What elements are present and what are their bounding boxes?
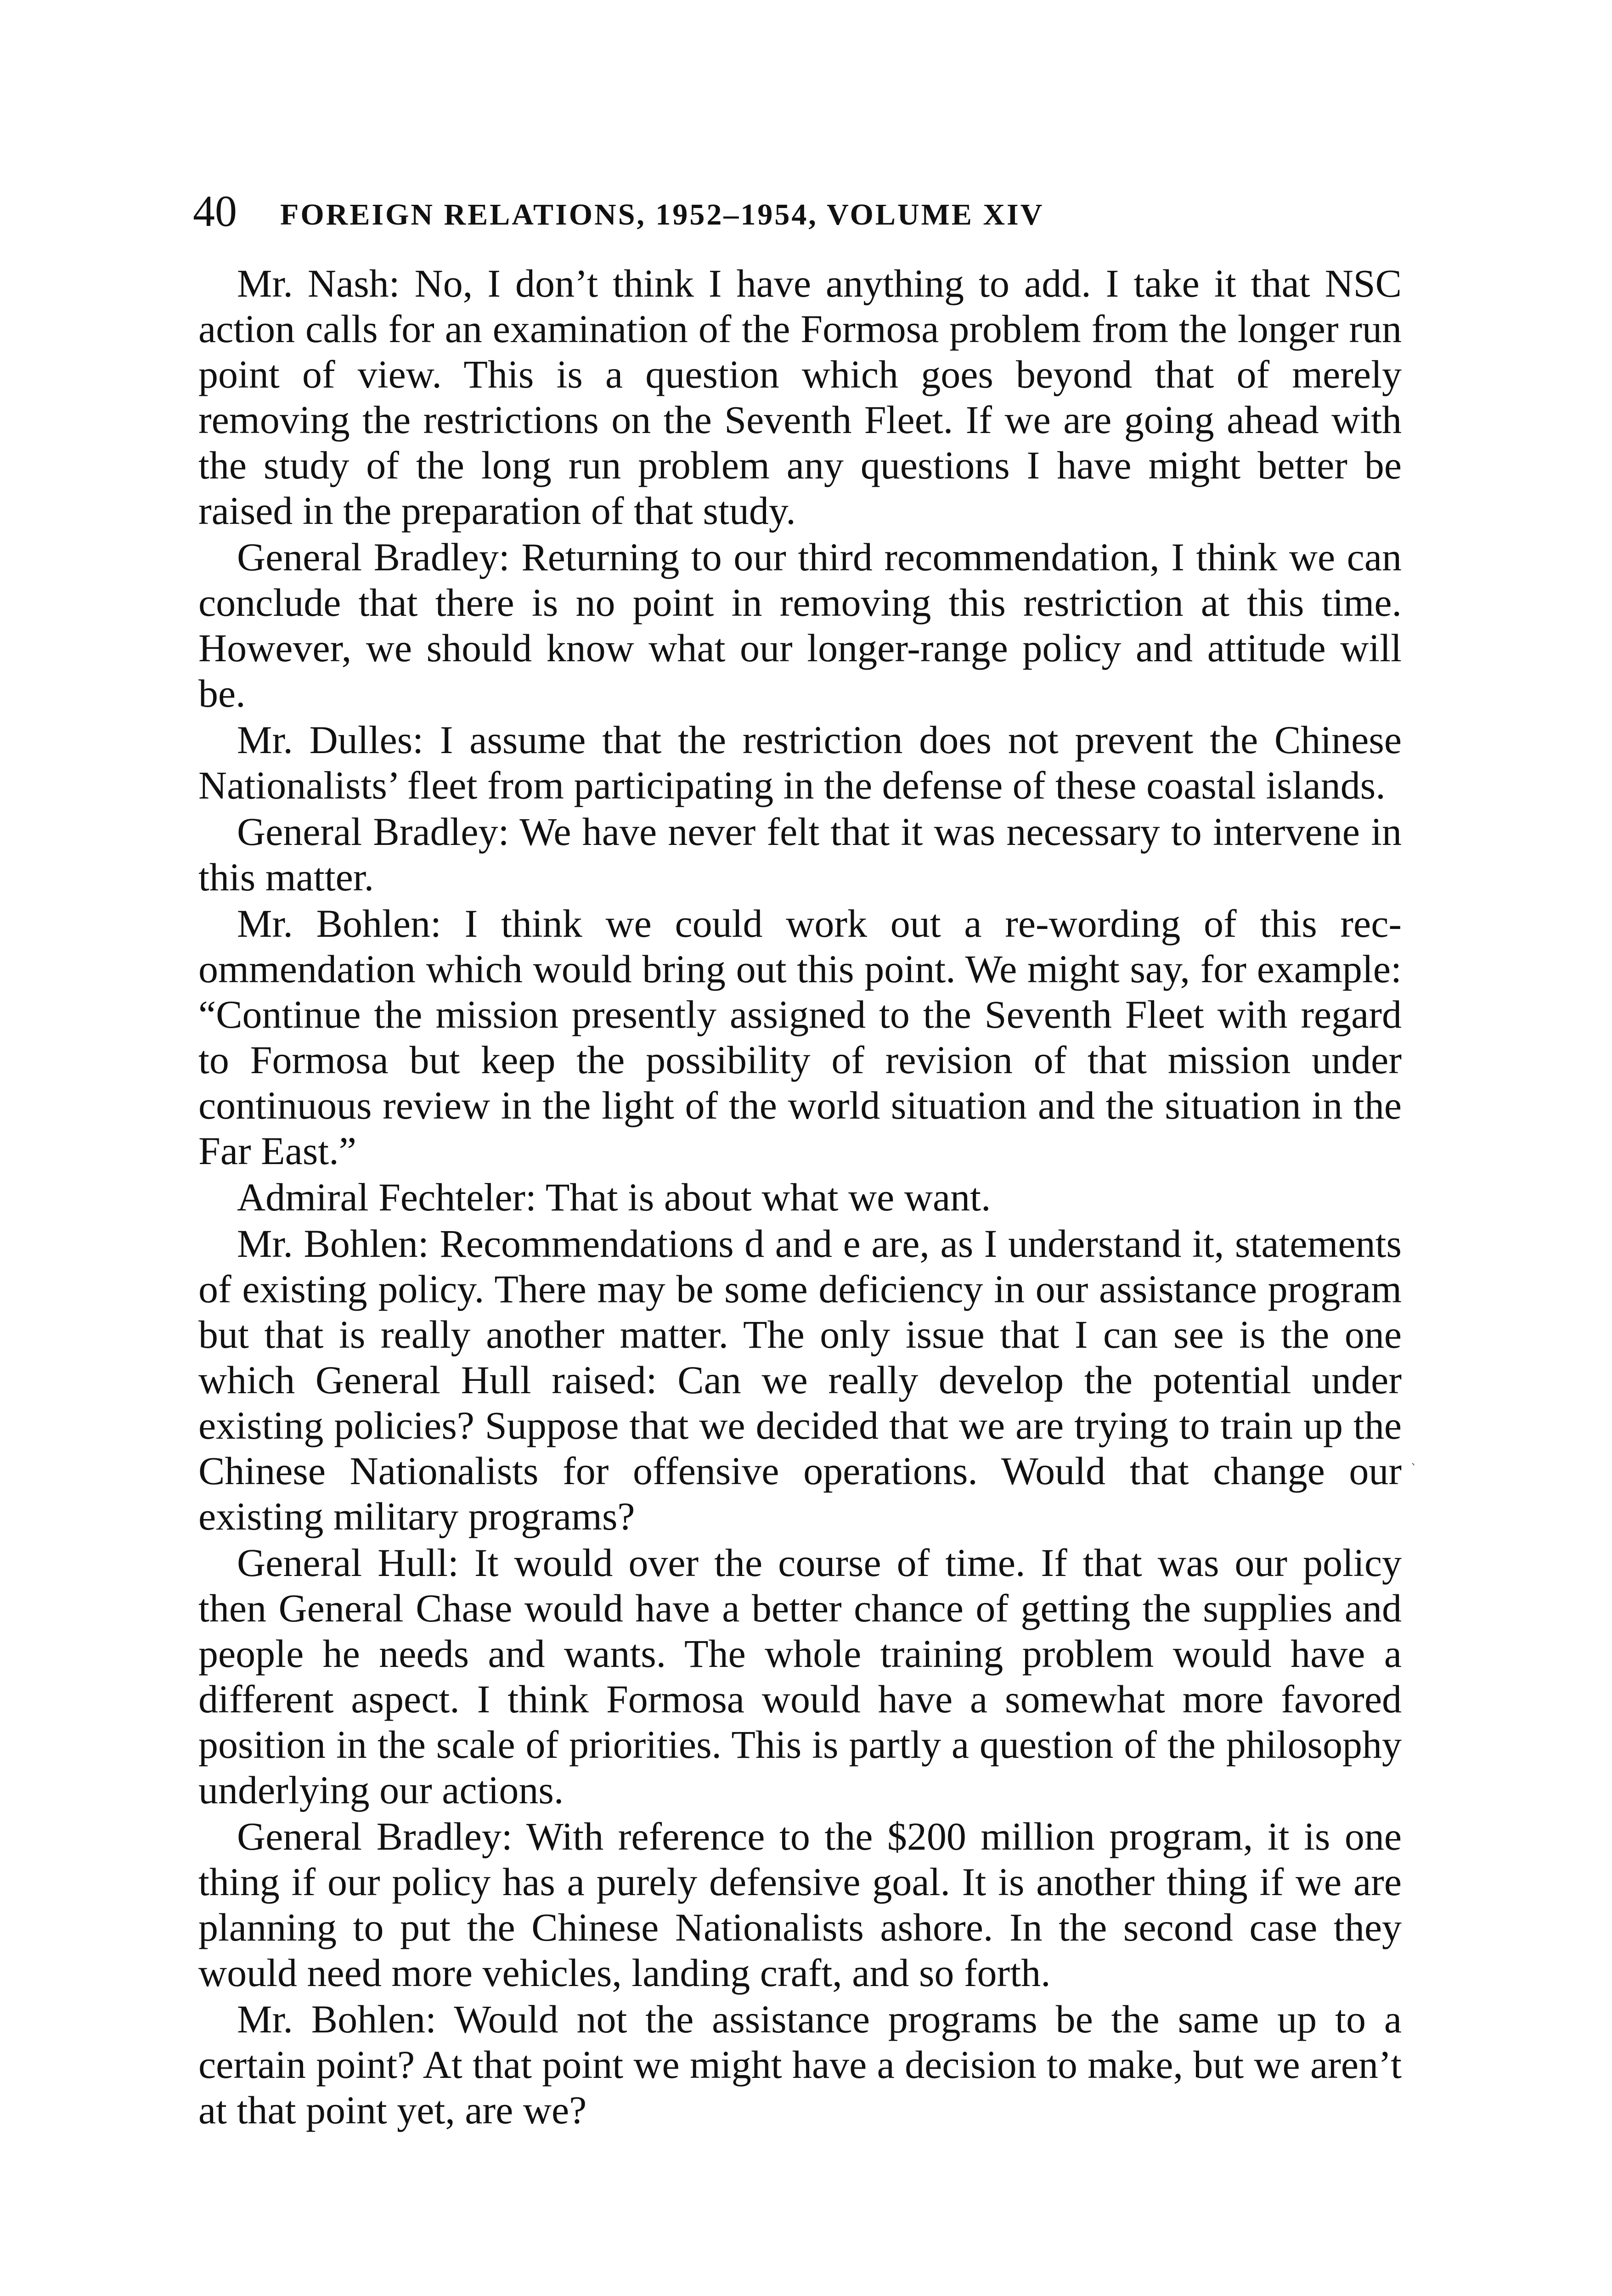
page-number: 40: [193, 186, 237, 236]
paragraph-bohlen-3: Mr. Bohlen: Would not the assistance programs be the same up to a certain point? At that point we might have a decision to make, but we aren’t at that point yet, are we?: [198, 1997, 1402, 2132]
paragraph-nash: Mr. Nash: No, I don’t think I have anything to add. I take it that NSC action calls for an examination of the Formosa problem from the longer run point of view. This is a question which goes beyond that of merely removing the restrictions on the Seventh Fleet. If we are going ahead with the study of the long run problem any questions I have might better be raised in the preparation of that study.: [198, 261, 1402, 533]
paragraph-bohlen-1: Mr. Bohlen: I think we could work out a re-wording of this recommendation which would bring out this point. We might say, for example: “Continue the mission presently assigned to the Seventh Fleet with regard to Formosa but keep the possibility of revision of that mission under continuous review in the light of the world situation and the situation in the Far East.”: [198, 901, 1402, 1173]
scan-mark-icon: ˎ: [1411, 1452, 1417, 1466]
paragraph-bohlen-2: Mr. Bohlen: Recommendations d and e are, as I understand it, statements of existing policy. There may be some deficiency in our assistance program but that is really another matter. The only issue that I can see is the one which General Hull raised: Can we really develop the potential under existing policies? Suppose that we decided that we are trying to train up the Chinese Nationalists for offensive operations. Would that change our existing military programs?: [198, 1221, 1402, 1538]
paragraph-bradley-1: General Bradley: Returning to our third recommendation, I think we can conclude that there is no point in removing this restriction at this time. However, we should know what our longer-range policy and attitude will be.: [198, 535, 1402, 715]
paragraph-dulles: Mr. Dulles: I assume that the restriction does not prevent the Chinese Nationalists’ fleet from participating in the defense of these coastal islands.: [198, 718, 1402, 807]
running-title: FOREIGN RELATIONS, 1952–1954, VOLUME XIV: [280, 198, 1044, 231]
paragraph-bradley-3: General Bradley: With reference to the $200 million program, it is one thing if our policy has a purely defensive goal. It is another thing if we are planning to put the Chinese Nationalists ashore. In the second case they would need more vehicles, landing craft, and so forth.: [198, 1814, 1402, 1995]
paragraph-fechteler: Admiral Fechteler: That is about what we want.: [237, 1175, 991, 1219]
paragraph-hull: General Hull: It would over the course of time. If that was our policy then General Chase would have a better chance of getting the supplies and people he needs and wants. The whole training problem would have a different aspect. I think Formosa would have a somewhat more favored position in the scale of priorities. This is partly a question of the philosophy underlying our actions.: [198, 1541, 1402, 1812]
paragraph-bradley-2: General Bradley: We have never felt that it was necessary to intervene in this matter.: [198, 810, 1402, 899]
body-text: [198, 261, 1402, 2134]
running-head: [193, 186, 1396, 236]
